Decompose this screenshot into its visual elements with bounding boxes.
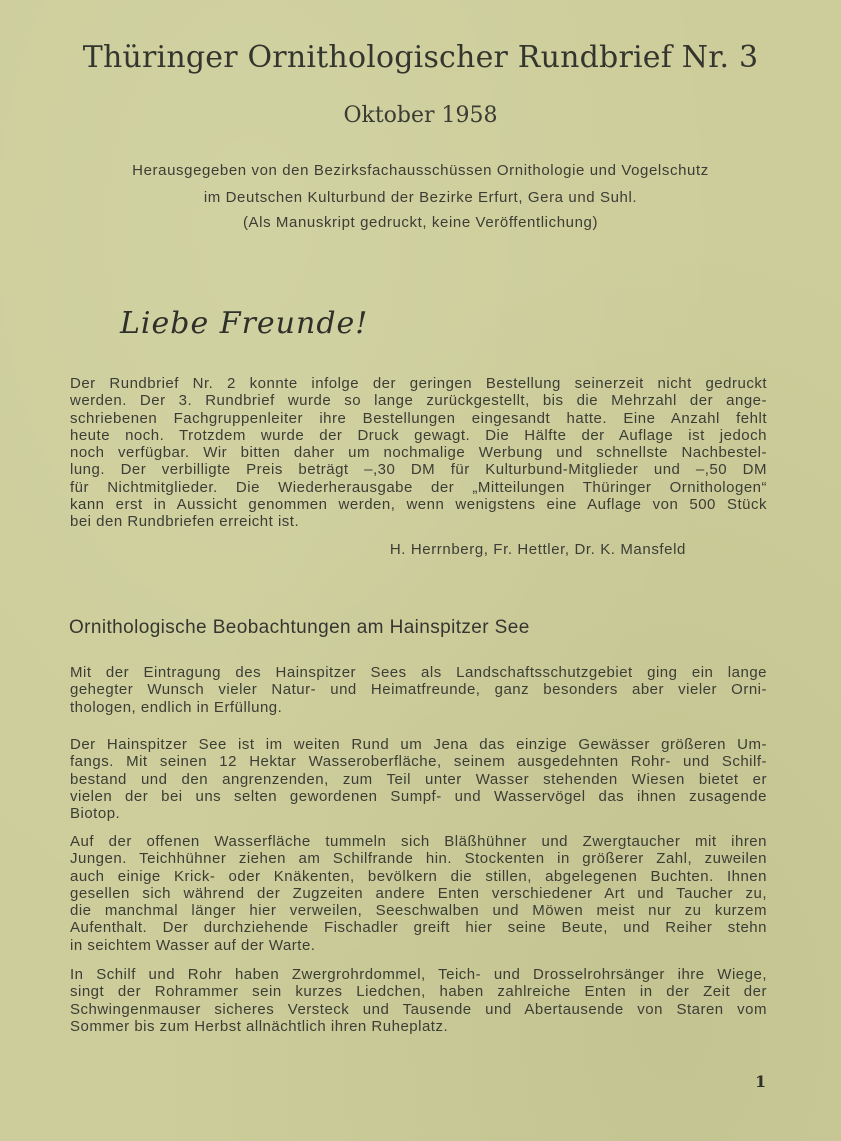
paragraph-line: bestand und den angrenzenden, zum Teil unter Wasser stehenden Wiesen bietet er <box>70 770 767 788</box>
publisher-line-1: Herausgegeben von den Bezirksfachausschüssen Ornithologie und Vogelschutz <box>132 162 709 179</box>
newsletter-title: Thüringer Ornithologischer Rundbrief Nr. 3 <box>82 40 759 75</box>
paragraph-line: auch einige Krick- oder Knäkenten, bevölkern die stillen, abgelegenen Buchten. Ihnen <box>70 867 767 885</box>
article-heading: Ornithologische Beobachtungen am Hainspitzer See <box>69 617 530 638</box>
paragraph-line: thologen, endlich in Erfüllung. <box>70 698 283 716</box>
letter-body <box>70 375 767 531</box>
paragraph-line: Sommer bis zum Herbst allnächtlich ihren Ruheplatz. <box>70 1017 449 1035</box>
page-number: 1 <box>755 1072 767 1091</box>
article-paragraph-2 <box>70 736 767 822</box>
letter-greeting: Liebe Freunde! <box>120 306 369 341</box>
paragraph-line: gesellen sich während der Zugzeiten andere Enten verschiedener Art und Taucher zu, <box>70 884 767 902</box>
issue-date: Oktober 1958 <box>343 103 498 128</box>
paragraph-line: in seichtem Wasser auf der Warte. <box>70 936 316 954</box>
letter-line: noch verfügbar. Wir bitten daher um nochmalige Werbung und schnellste Nachbestel- <box>70 444 767 462</box>
article-paragraph-3 <box>70 833 767 954</box>
letter-line: kann erst in Aussicht genommen werden, wenn wenigstens eine Auflage von 500 Stück <box>70 496 767 514</box>
paragraph-line: Mit der Eintragung des Hainspitzer Sees als Landschaftsschutzgebiet ging ein lange <box>70 664 767 681</box>
paragraph-line: die manchmal länger hier verweilen, Seeschwalben und Möwen meist nur zu kurzem <box>70 902 767 920</box>
letter-line: heute noch. Trotzdem wurde der Druck gewagt. Die Hälfte der Auflage ist jedoch <box>70 426 767 444</box>
letter-line: für Nichtmitglieder. Die Wiederherausgabe der „Mitteilungen Thüringer Ornithologen“ <box>70 478 767 496</box>
letter-line: werden. Der 3. Rundbrief wurde so lange zurückgestellt, bis die Mehrzahl der ange- <box>70 392 767 410</box>
article-paragraph-4 <box>70 966 767 1035</box>
paragraph-line: Auf der offenen Wasserfläche tummeln sich Bläßhühner und Zwergtaucher mit ihren <box>70 833 767 850</box>
letter-line: Der Rundbrief Nr. 2 konnte infolge der geringen Bestellung seinerzeit nicht gedruckt <box>70 375 767 392</box>
letter-signature: H. Herrnberg, Fr. Hettler, Dr. K. Mansfeld <box>389 541 686 558</box>
paragraph-line: fangs. Mit seinen 12 Hektar Wasseroberfläche, seinem ausgedehnten Rohr- und Schilf- <box>70 753 767 771</box>
paragraph-line: singt der Rohrammer sein kurzes Liedchen, haben zahlreiche Enten in der Zeit der <box>70 983 767 1001</box>
letter-line: bei den Rundbriefen erreicht ist. <box>70 513 300 531</box>
paragraph-line: Schwingenmauser sicheres Versteck und Tausende und Abertausende von Staren vom <box>70 1000 767 1018</box>
paragraph-line: vielen der bei uns selten gewordenen Sumpf- und Wasservögel das ihnen zusagende <box>70 787 767 805</box>
article-paragraph-1 <box>70 664 767 716</box>
paragraph-line: gehegter Wunsch vieler Natur- und Heimatfreunde, ganz besonders aber vieler Orni- <box>70 681 767 699</box>
paragraph-line: Jungen. Teichhühner ziehen am Schilfrande hin. Stockenten in größerer Zahl, zuweilen <box>70 850 767 868</box>
publisher-line-3: (Als Manuskript gedruckt, keine Veröffentlichung) <box>242 214 599 231</box>
letter-line: schriebenen Fachgruppenleiter ihre Bestellungen eingesandt hatte. Eine Anzahl fehlt <box>70 409 767 427</box>
publisher-line-2: im Deutschen Kulturbund der Bezirke Erfurt, Gera und Suhl. <box>203 189 638 206</box>
paragraph-line: Aufenthalt. Der durchziehende Fischadler greift hier seine Beute, und Reiher stehn <box>70 919 767 937</box>
paragraph-line: Biotop. <box>70 805 121 823</box>
paragraph-line: Der Hainspitzer See ist im weiten Rund um Jena das einzige Gewässer größeren Um- <box>70 736 767 753</box>
letter-line: lung. Der verbilligte Preis beträgt –,30 DM für Kulturbund-Mitglieder und –,50 DM <box>70 461 767 479</box>
paragraph-line: In Schilf und Rohr haben Zwergrohrdommel, Teich- und Drosselrohrsänger ihre Wiege, <box>70 966 767 983</box>
